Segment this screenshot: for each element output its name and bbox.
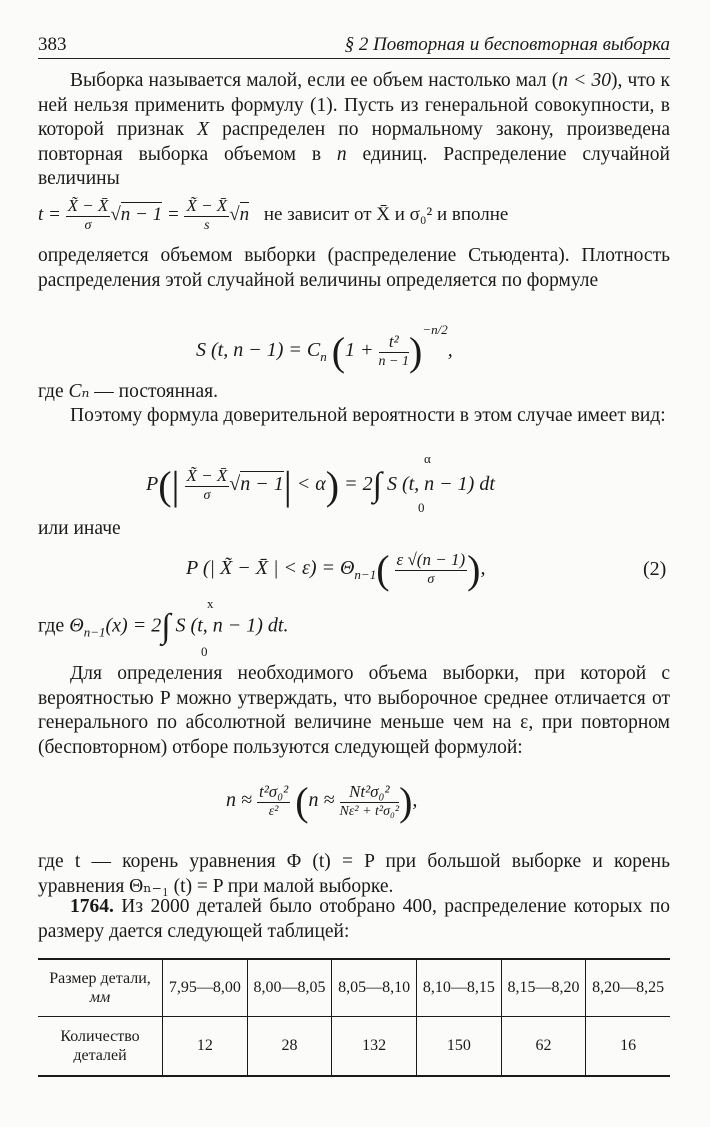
table-cell: 28 [247,1017,332,1077]
table-header-count: Количество деталей [38,1017,163,1077]
table-cell: 8,15—8,20 [501,959,586,1017]
formula-theta-def: где $\Theta_{n-1}(x) = 2\int$ S (t, n − 1) dt. [38,608,289,645]
p1-var-x: X [197,119,209,141]
page-number: 383 [38,34,67,55]
integral1-upper: α [424,451,431,466]
problem-number: 1764. [70,896,114,917]
problem-1764: 1764. Из 2000 деталей было отобрано 400, распределение которых по размеру дается следующей таблицей: [38,896,670,942]
paragraph-student: определяется объемом выборки (распределение Стьюдента). Плотность распределения этой случайной величины определяется по формуле [38,245,670,291]
formula-t-frac2: $\frac{X̃ - X̄}{s}$ [186,196,228,233]
table-header-size: Размер детали, мм [38,959,163,1017]
table-cell: 8,00—8,05 [247,959,332,1017]
p1-line1: Выборка называется малой, если ее объем настолько мал [70,70,547,91]
size-distribution-table [38,958,670,1077]
formula-density: S (t, $n - 1) = C_n$ (1 + $\frac{\text{t²}}{n - 1}$ )$^{-n/2}$, [196,322,453,374]
paragraph-sample-size: Для определения необходимого объема выборки, при которой с вероятностью P можно утверждать, что выборочное среднее отличается от генерального по абсолютной величине меньше чем на ε, при повторном (бесповторном) отборе пользуются следующей формулой: [38,663,670,758]
text-or-otherwise: или иначе [38,518,121,539]
paragraph-small-sample [38,69,670,192]
table-row-counts [38,1017,670,1077]
formula-t: t = $\frac{X̃ - X̄}{\sigma}$ √n − 1 = $\frac{X̃ - X̄}{s}$ √n не зависит от X̄ и σ₀² и вполне [38,196,509,233]
formula-t-root1: n − 1 [120,203,163,225]
formula-t-frac1: $\frac{X̃ - X̄}{\sigma}$ [67,196,109,233]
formula-t-tail: не зависит от X̄ и σ₀² и вполне [263,203,509,225]
table-cell: 12 [163,1017,248,1077]
formula-t-root2: n [239,203,250,225]
section-title: § 2 Повторная и бесповторная выборка [344,34,670,55]
running-header [38,30,670,59]
formula-t-lhs: t = [38,203,61,225]
paragraph-roots: где t — корень уравнения Φ (t) = P при большой выборке и корень уравнения Θₙ₋₁ (t) = P при малой выборке. [38,851,670,897]
p1-text-d: единиц. Распределение случайной величины [38,143,670,190]
table-cell: 132 [332,1017,417,1077]
equation-number: (2) [643,558,667,580]
integral2-lower: 0 [201,644,208,659]
table-cell: 8,10—8,15 [417,959,502,1017]
integral2-upper: x [207,596,214,611]
p1-text-b: ), что к ней нельзя применить формулу (1). Пусть из генеральной совокупности, в которой признак [38,70,671,141]
integral1-lower: 0 [418,500,425,515]
p1-paren-open: ( [551,70,559,91]
table-cell: 8,05—8,10 [332,959,417,1017]
p1-n-less-30: n < 30 [558,70,611,91]
paragraph-constant: где Cₙ — постоянная. [38,381,218,402]
p1-text-c: распределен по нормальному закону, произведена повторная выборка объемом в [38,119,670,165]
table-row-sizes [38,959,670,1017]
table-cell: 16 [586,1017,670,1077]
formula-prob-theta: P (| X̃ − X̄ | < $\varepsilon) = \Theta_{n-1}$( $\frac{\varepsilon √(n - 1)}{\sigma}$ ), [186,547,486,592]
table-cell: 8,20—8,25 [586,959,670,1017]
formula-confidence: P(| $\frac{X̃ - X̄}{\sigma}$ √n − 1| < α) = 2∫ S (t, n − 1) dt [146,463,495,508]
p1-var-n: n [336,143,347,165]
paragraph-confidence: Поэтому формула доверительной вероятности в этом случае имеет вид: [70,405,666,426]
formula-sample-size: n ≈ $\frac{\text{t²σ₀²}}{\text{ε²}}$ (n ≈ $\frac{\text{Nt²σ₀²}}{\text{Nε² + t²σ₀²}}$ ), [226,779,418,824]
table-cell: 7,95—8,00 [163,959,248,1017]
table-cell: 62 [501,1017,586,1077]
table-cell: 150 [417,1017,502,1077]
